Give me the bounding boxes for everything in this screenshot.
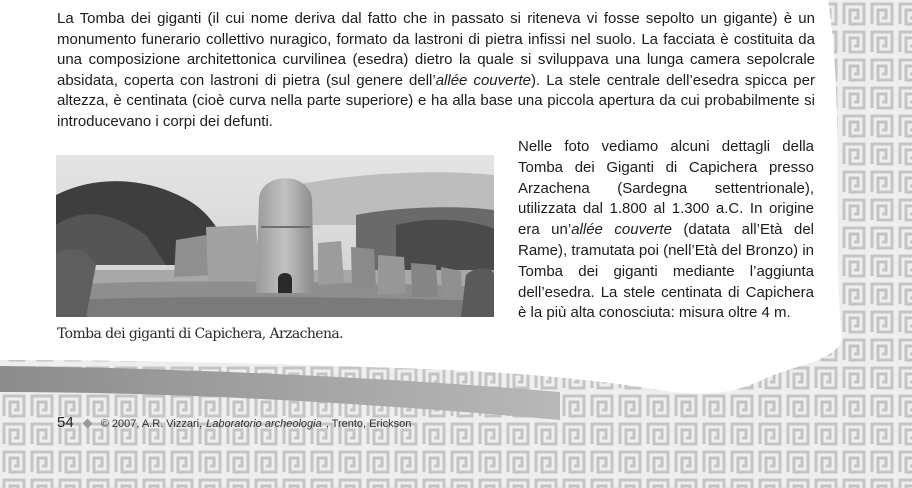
side-text-1: Nelle foto vediamo alcuni dettagli della Tomba dei Giganti di Capichera presso Arzachena (Sardegna settentrionale), utilizzata dal 1.800 al 1.300 a.C. In origine era un’ — [518, 138, 814, 239]
page-footer — [57, 414, 411, 431]
diamond-icon — [82, 419, 92, 429]
photo-caption: Tomba dei giganti di Capichera, Arzachena. — [57, 326, 343, 342]
publisher-text: , Trento, Erickson — [325, 418, 412, 430]
copyright-text: © 2007, A.R. Vizzari, — [100, 418, 203, 430]
intro-text-2: ). La stele centrale dell’esedra spicca per altezza, è centinata (cioè curva nella parte superiore) e ha alla base una piccola apertura da cui probabilmente si introducevano i corpi dei defunti. — [57, 71, 815, 130]
intro-text-1: La Tomba dei giganti (il cui nome deriva dal fatto che in passato si riteneva vi fosse sepolto un gigante) è un monumento funerario collettivo nuragico, formato da lastroni di pietra infissi nel suolo. La facciata è costituita da una composizione architettonica curvilinea (esedra) dietro la quale si sviluppava una lunga camera sepolcrale absidata, coperta con lastroni di pietra (sul genere dell’ — [57, 10, 815, 89]
intro-paragraph — [57, 9, 815, 133]
book-title: Laboratorio archeologia — [206, 418, 322, 430]
intro-italic-term: allée couverte — [435, 71, 531, 89]
side-italic-term: allée couverte — [571, 221, 672, 239]
side-text-2: (datata all’Età del Rame), tramutata poi (nell’Età del Bronzo) in Tomba dei giganti mediante l’aggiunta dell’esedra. La stele centinata di Capichera è la più alta conosciuta: misura oltre 4 m. — [518, 221, 814, 322]
side-paragraph — [518, 137, 814, 324]
page-number: 54 — [57, 414, 74, 431]
tomb-photo — [56, 155, 494, 317]
